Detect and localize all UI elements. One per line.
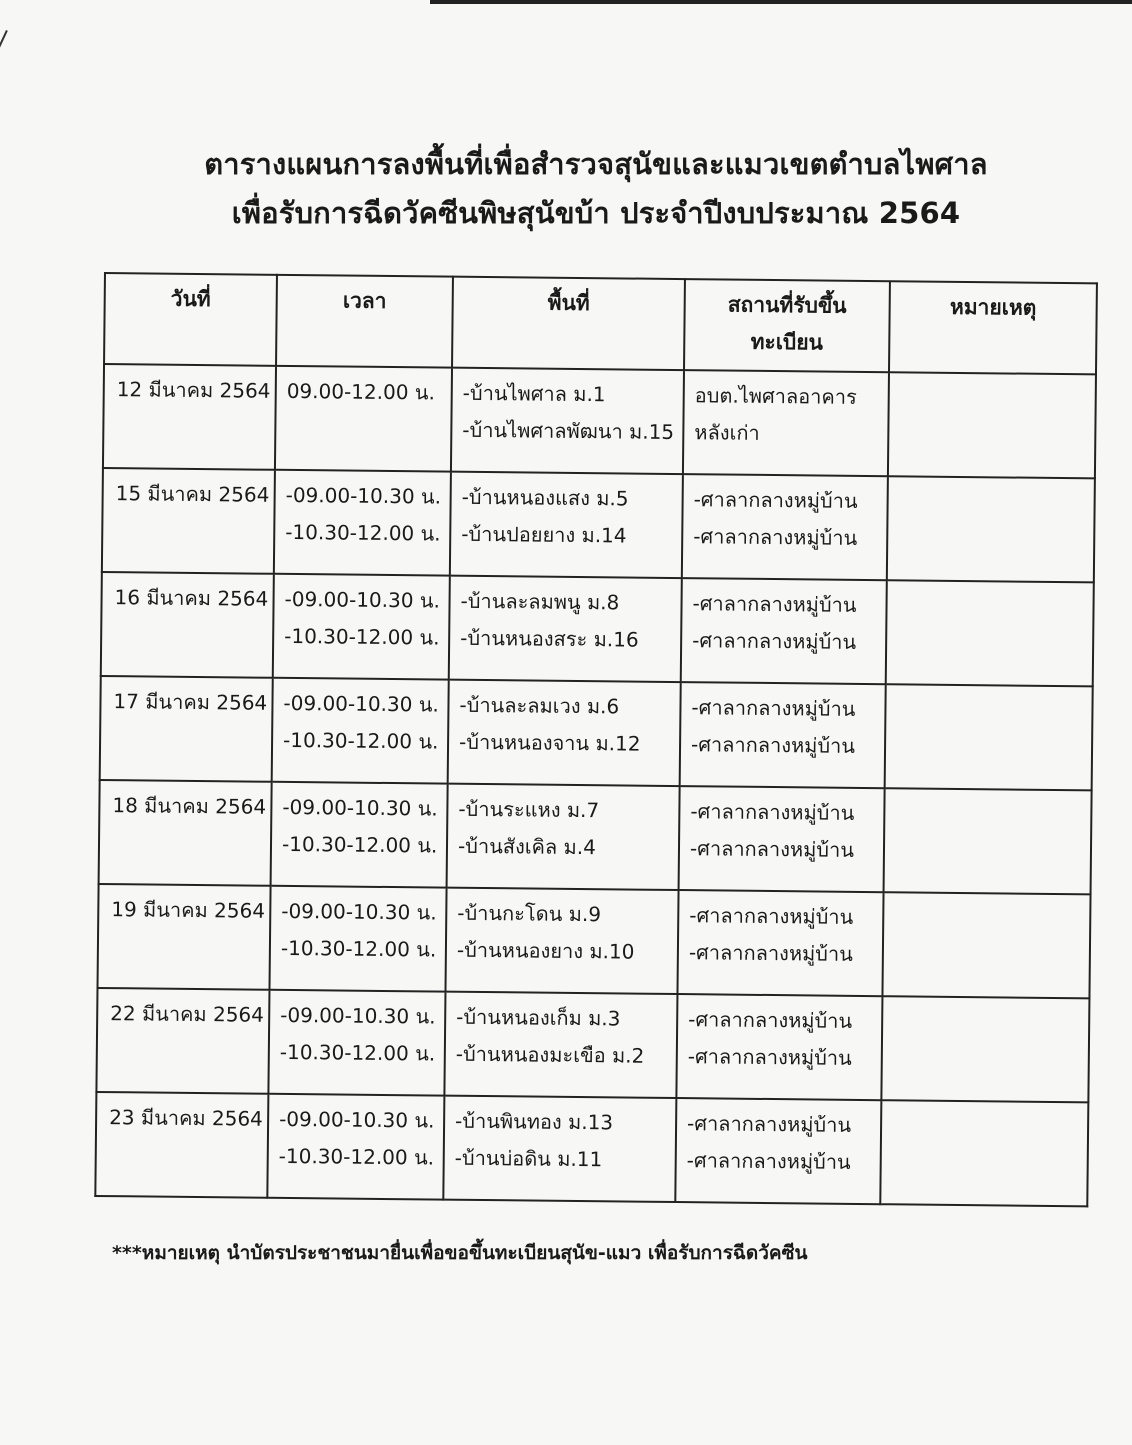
time-text: -10.30-12.00 น.: [285, 519, 441, 546]
place-text: อบต.ไพศาลอาคาร: [694, 383, 857, 409]
cell-note: [882, 892, 1090, 998]
table-row: [99, 780, 1092, 894]
cell-place: [677, 890, 883, 996]
place-text: -ศาลากลางหมู่บ้าน: [688, 940, 853, 966]
note-text: [898, 587, 1083, 589]
table-row: [98, 884, 1091, 998]
cell-area: [448, 680, 681, 786]
cell-date: [98, 884, 271, 990]
area-text: -บ้านหนองสระ ม.16: [460, 625, 639, 652]
place-text: -ศาลากลางหมู่บ้าน: [690, 799, 855, 825]
cell-area: [443, 1096, 676, 1202]
cell-date: [102, 468, 275, 574]
header-place-line-2: ทะเบียน: [750, 329, 824, 355]
header-date: วันที่: [104, 273, 277, 366]
note-text: [900, 379, 1085, 381]
place-text: -ศาลากลางหมู่บ้าน: [686, 1111, 852, 1137]
area-text: -บ้านระแหง ม.7: [458, 796, 600, 823]
cell-note: [886, 580, 1094, 686]
header-note: หมายเหตุ: [889, 281, 1097, 374]
table-row: [96, 988, 1089, 1102]
area-text: -บ้านสังเคิล ม.4: [457, 833, 597, 860]
note-text: [892, 1107, 1077, 1109]
time-text: -10.30-12.00 น.: [279, 1039, 436, 1066]
scan-mark: [0, 30, 8, 117]
place-text: -ศาลากลางหมู่บ้าน: [692, 628, 857, 654]
area-text: -บ้านบ่อดิน ม.11: [454, 1145, 603, 1172]
place-text: หลังเก่า: [694, 420, 760, 445]
date-text: 12 มีนาคม 2564: [116, 377, 271, 403]
time-text: -09.00-10.30 น.: [280, 1002, 436, 1029]
date-text: 19 มีนาคม 2564: [111, 897, 266, 923]
cell-time: [267, 1094, 444, 1200]
area-text: -บ้านกะโดน ม.9: [457, 900, 602, 927]
cell-place: [675, 1098, 881, 1204]
table-row: [101, 572, 1094, 686]
date-text: 18 มีนาคม 2564: [112, 793, 267, 819]
table-row: [102, 468, 1095, 582]
area-text: -บ้านไพศาลพัฒนา ม.15: [462, 417, 675, 444]
place-text: -ศาลากลางหมู่บ้าน: [692, 591, 857, 617]
cell-date: [100, 676, 273, 782]
cell-time: [275, 366, 452, 472]
note-text: [894, 899, 1079, 901]
cell-time: [271, 782, 448, 888]
cell-time: [269, 886, 446, 992]
cell-place: [680, 682, 886, 788]
time-text: 09.00-12.00 น.: [286, 378, 436, 405]
cell-note: [884, 788, 1092, 894]
cell-note: [881, 996, 1089, 1102]
cell-time: [268, 990, 445, 1096]
date-text: 23 มีนาคม 2564: [109, 1105, 263, 1131]
cell-time: [273, 574, 450, 680]
top-edge-line: [430, 0, 1132, 4]
cell-note: [887, 476, 1095, 582]
cell-date: [101, 572, 274, 678]
area-text: -บ้านปอยยาง ม.14: [461, 521, 627, 548]
date-text: 22 มีนาคม 2564: [110, 1001, 265, 1027]
title-line-2: เพื่อรับการฉีดวัคซีนพิษสุนัขบ้า ประจำปีงบประมาณ 2564: [231, 196, 961, 230]
time-text: -10.30-12.00 น.: [284, 623, 440, 650]
time-text: -09.00-10.30 น.: [284, 586, 441, 613]
title-line-1: ตารางแผนการลงพื้นที่เพื่อสำรวจสุนัขและแมวเขตตำบลไพศาล: [204, 147, 988, 181]
cell-place: [683, 370, 889, 476]
place-text: -ศาลากลางหมู่บ้าน: [693, 487, 858, 513]
cell-area: [450, 472, 683, 578]
date-text: 16 มีนาคม 2564: [114, 585, 269, 611]
place-text: -ศาลากลางหมู่บ้าน: [690, 732, 856, 758]
header-area: พื้นที่: [452, 277, 685, 370]
table-row: [103, 364, 1096, 478]
area-text: -บ้านหนองเก็ม ม.3: [456, 1004, 621, 1031]
cell-time: [274, 470, 451, 576]
time-text: -10.30-12.00 น.: [282, 727, 439, 754]
cell-place: [682, 474, 888, 580]
cell-time: [272, 678, 449, 784]
header-place-line-1: สถานที่รับขึ้น: [727, 292, 847, 318]
time-text: -10.30-12.00 น.: [278, 1143, 435, 1170]
table-row: [100, 676, 1093, 790]
cell-area: [445, 888, 678, 994]
note-text: [896, 795, 1081, 797]
area-text: -บ้านพินทอง ม.13: [455, 1108, 614, 1135]
time-text: -09.00-10.30 น.: [285, 482, 442, 509]
cell-area: [447, 784, 680, 890]
time-text: -09.00-10.30 น.: [279, 1106, 435, 1133]
cell-place: [676, 994, 882, 1100]
table-row: [95, 1092, 1088, 1206]
area-text: -บ้านหนองจาน ม.12: [458, 729, 641, 756]
cell-date: [99, 780, 272, 886]
cell-place: [679, 786, 885, 892]
cell-place: [681, 578, 887, 684]
place-text: -ศาลากลางหมู่บ้าน: [687, 1044, 852, 1070]
cell-area: [449, 576, 682, 682]
place-text: -ศาลากลางหมู่บ้าน: [693, 524, 858, 550]
area-text: -บ้านละลมพนู ม.8: [460, 588, 620, 615]
header-place: [684, 279, 890, 372]
schedule-table: [94, 272, 1098, 1207]
header-row: [104, 273, 1097, 374]
header-time: เวลา: [276, 275, 453, 368]
place-text: -ศาลากลางหมู่บ้าน: [688, 1007, 853, 1033]
footnote: ***หมายเหตุ นำบัตรประชาชนมายื่นเพื่อขอขึ้นทะเบียนสุนัข-แมว เพื่อรับการฉีดวัคซีน: [112, 1242, 808, 1264]
document-title: [0, 140, 1132, 238]
note-text: [897, 691, 1082, 693]
time-text: -09.00-10.30 น.: [281, 898, 437, 925]
area-text: -บ้านไพศาล ม.1: [462, 380, 606, 407]
place-text: -ศาลากลางหมู่บ้าน: [691, 695, 856, 721]
cell-area: [444, 992, 677, 1098]
date-text: 17 มีนาคม 2564: [113, 689, 268, 715]
cell-date: [96, 988, 269, 1094]
time-text: -10.30-12.00 น.: [281, 831, 438, 858]
area-text: -บ้านละลมเวง ม.6: [459, 692, 620, 719]
note-text: [893, 1003, 1078, 1005]
cell-note: [888, 372, 1096, 478]
note-text: [899, 483, 1084, 485]
cell-area: [451, 368, 684, 474]
place-text: -ศาลากลางหมู่บ้าน: [689, 903, 854, 929]
time-text: -10.30-12.00 น.: [280, 935, 437, 962]
cell-date: [103, 364, 276, 470]
area-text: -บ้านหนองมะเขือ ม.2: [455, 1041, 645, 1068]
place-text: -ศาลากลางหมู่บ้าน: [686, 1148, 851, 1174]
time-text: -09.00-10.30 น.: [283, 690, 439, 717]
area-text: -บ้านหนองยาง ม.10: [456, 937, 635, 964]
date-text: 15 มีนาคม 2564: [115, 481, 270, 507]
cell-note: [885, 684, 1093, 790]
cell-note: [880, 1100, 1088, 1206]
area-text: -บ้านหนองแสง ม.5: [461, 484, 629, 511]
time-text: -09.00-10.30 น.: [282, 794, 438, 821]
place-text: -ศาลากลางหมู่บ้าน: [689, 836, 855, 862]
cell-date: [95, 1092, 268, 1198]
